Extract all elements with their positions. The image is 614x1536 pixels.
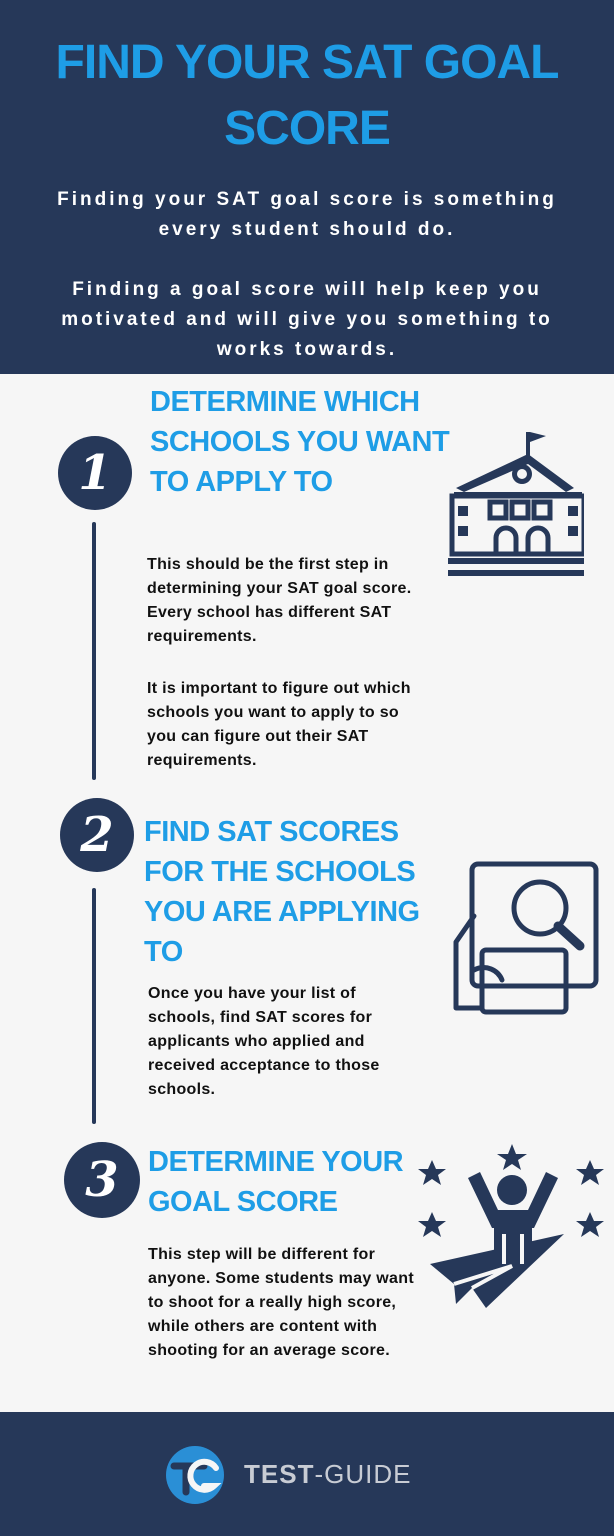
success-stars-icon <box>416 1138 606 1328</box>
step-2-text-1: Once you have your list of schools, find SAT scores for applicants who applied and received acceptance to those schools. <box>148 985 380 1098</box>
intro-text-2: Finding a goal score will help keep you motivated and will give you something to works towards. <box>61 279 553 360</box>
step-3-text-1: This step will be different for anyone. Some students may want to shoot for a really high score, while others are content with shooting for an average score. <box>148 1246 414 1359</box>
tg-logo-icon[interactable] <box>164 1444 226 1506</box>
footer <box>0 1412 614 1536</box>
step-3-title: DETERMINE YOUR GOAL SCORE <box>148 1146 404 1218</box>
intro-text-1: Finding your SAT goal score is something every student should do. <box>57 189 557 240</box>
logo-text-bold: TEST <box>244 1459 315 1489</box>
timeline-line-2 <box>92 888 96 1124</box>
step-2-title: FIND SAT SCORES FOR THE SCHOOLS YOU ARE APPLYING TO <box>144 816 420 968</box>
timeline-line-1 <box>92 522 96 780</box>
step-1-number: 1 <box>58 436 132 510</box>
step-2-number: 2 <box>60 798 134 872</box>
logo-wordmark[interactable] <box>244 1454 411 1494</box>
step-1-text-1: This should be the first step in determining your SAT goal score. Every school has different SAT requirements. <box>147 556 412 645</box>
step-1-title: DETERMINE WHICH SCHOOLS YOU WANT TO APPLY TO <box>150 386 450 498</box>
step-1-text-2: It is important to figure out which schools you want to apply to so you can figure out their SAT requirements. <box>147 680 411 769</box>
logo-text-rest: -GUIDE <box>314 1459 412 1489</box>
step-3-number: 3 <box>64 1142 140 1218</box>
header-banner <box>0 0 614 374</box>
tablet-search-icon <box>440 858 600 1018</box>
school-building-icon <box>444 430 584 580</box>
page-title: FIND YOUR SAT GOAL SCORE <box>55 36 559 155</box>
